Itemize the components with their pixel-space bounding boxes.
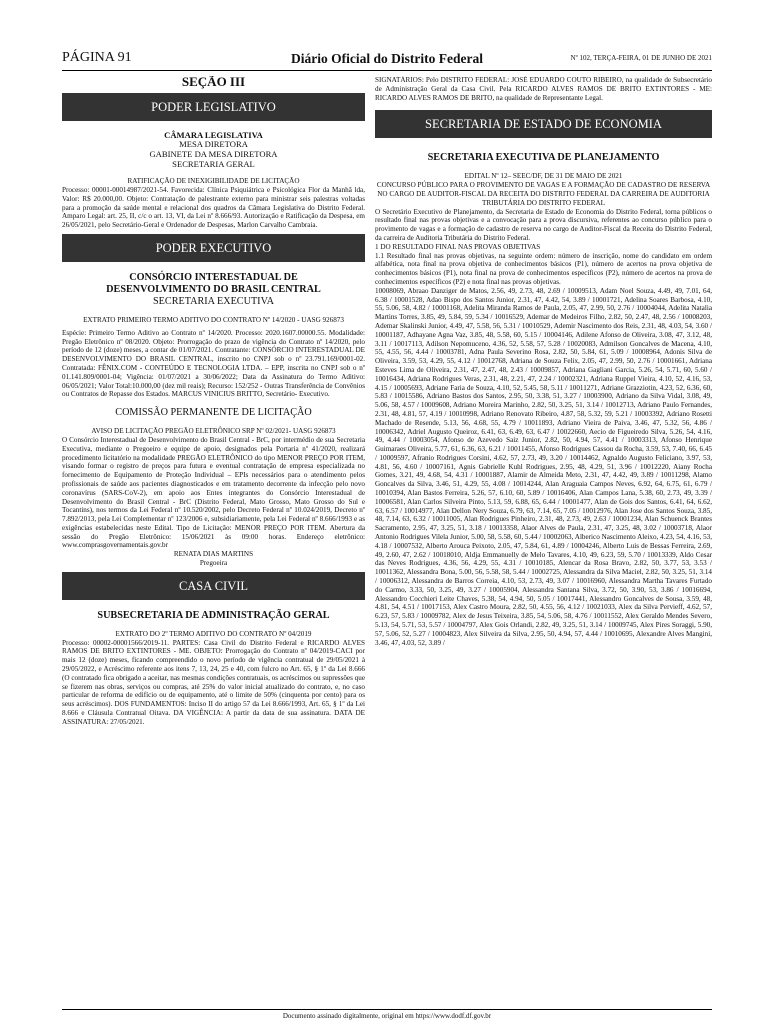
results-list: 10008069, Abraao Danziger de Matos, 2.56, 49, 2.73, 48, 2.69 / 10009513, Adam Noel Souza, 4.49, 49, 7.01, 64, 6.38 / 10001528, Adao Bispo dos Santos Junior, 2.31, 47, 4.42, 54, 3.89 / 10001721, Adelina Soares Barbosa, 4.10, 55, 5.06, 58, 4.82 / 10001168, Adelita Miranda Ramos de Paula, 2.05, 47, 2.99, 50, 2.76 / 10004044, Adelita Natalia Martins Torres, 3.85, 49, 5.84, 59, 5.34 / 10016529, Ademar de Medeiros Filho, 2.82, 50, 2.47, 48, 2.56 / 10008203, Ademar Skalinski Junior, 4.49, 47, 5.58, 56, 5.31 / 10010529, Ademir Nascimento dos Reis, 2.31, 48, 4.03, 54, 3.60 / 10001187, Adhayane Agna Vaz, 3.85, 48, 5.58, 60, 5.15 / 10004146, Adilene Afonso de Oliveira, 3.08, 47, 3.12, 48, 3.11 / 10017113, Adilson Nepomuceno, 4.36, 52, 5.58, 57, 5.28 / 10020083, Admilson Goncalves de Macena, 4.10, 55, 4.55, 56, 4.44 / 10003781, Adna Paula Severino Rosa, 2.82, 50, 5.84, 61, 5.09 / 10008964, Adonis Silva de Oliveira, 3.59, 53, 4.29, 55, 4.12 / 10012768, Adriana de Souza Felix, 2.05, 47, 2.99, 50, 2.76 / 10001661, Adriana Esteves Lima de Oliveira, 2.31, 47, 2.47, 48, 2.43 / 10009857, Adriana Gagliani Garcia, 5.26, 54, 5.71, 60, 5.60 / 10016434, Adriana Rodrigues Veras, 2.31, 48, 2.21, 47, 2.24 / 10002321, Adriana Ruppel Vieira, 4.10, 52, 4.16, 53, 4.15 / 10005693, Adriane Faria de Souza, 4.10, 52, 5.45, 58, 5.11 / 10011271, Adriane Grazziotin, 4.23, 52, 6.36, 60, 5.83 / 10015586, Adriano Bastos dos Santos, 2.95, 50, 3.38, 51, 3.27 / 10003900, Adriano da Silva Vidal, 3.08, 49, 5.06, 58, 4.57 / 10009608, Adriano Moreira Marinho, 2.82, 50, 3.25, 51, 3.14 / 10012713, Adriano Paulo Fernandes, 2.31, 48, 4.81, 57, 4.19 / 10010998, Adriano Renovato Ribeiro, 4.87, 58, 5.32, 59, 5.21 / 10003392, Adriano Rosetti Machado de Resende, 5.13, 56, 4.68, 55, 4.79 / 10011893, Adriano Vieira de Paiva, 3.46, 47, 5.32, 56, 4.86 / 10006342, Adriel Augusto Queiroz, 6.41, 63, 6.49, 63, 6.47 / 10022660, Aecio de Figueiredo Silva, 5.26, 54, 4.16, 49, 4.44 / 10003054, Afonso de Azevedo Saiz Junior, 2.82, 50, 4.94, 57, 4.41 / 10003313, Afonso Henrique Guimaraes Oliveira, 5.77, 61, 6.36, 63, 6.21 / 10011455, Afonso Rodrigues Cassou da Rocha, 3.59, 53, 7.40, 66, 6.45 / 10009597, Afranio Rodrigues Corsini, 4.62, 57, 2.73, 49, 3.20 / 10014462, Agnaldo Augusto Feliciano, 3.97, 53, 4.81, 56, 4.60 / 10007161, Agnis Gabrielle Kuhl Rodrigues, 2.95, 48, 4.29, 51, 3.96 / 10012220, Aiany Rocha Gomes, 3.21, 49, 4.68, 54, 4.31 / 10001887, Alamir de Almeida Meto, 2.31, 47, 4.42, 49, 3.89 / 10011298, Alamo Goncalves da Silva, 3.46, 51, 4.29, 55, 4.08 / 10014244, Alan Araguaia Campos Neves, 6.92, 64, 6.75, 61, 6.79 / 10010394, Alan Bastos Ferreira, 5.26, 57, 6.10, 60, 5.89 / 10016406, Alan Campos Lana, 5.38, 60, 2.73, 49, 3.39 / 10006581, Alan Carlos Silveira Pinto, 5.13, 59, 6.88, 65, 6.44 / 10001477, Alan de Gois dos Santos, 6.41, 64, 6.62, 63, 6.57 / 10014977, Alan Dellon Nery Souza, 6.79, 63, 7.14, 65, 7.05 / 10012976, Alan Jose dos Santos Souza, 3.85, 48, 7.14, 63, 6.32 / 10011005, Alan Rodrigues Pinheiro, 2.31, 48, 2.73, 49, 2.63 / 10001234, Alan Schuenck Brantes Sacramento, 2.95, 47, 3.25, 51, 3.18 / 10013358, Alaor Alves de Paula, 2.31, 47, 3.25, 48, 3.02 / 10003718, Alaor Antonio Rodrigues Vilela Junior, 5.00, 58, 5.58, 60, 5.44 / 10002063, Alberico Nascimento Aleixo, 4.23, 54, 4.16, 53, 4.18 / 10007532, Alberto Arouca Peixoto, 2.05, 47, 5.84, 61, 4.89 / 10004246, Alberto Luis de Bessas Ferreira, 2.69, 49, 2.60, 47, 2.62 / 10018010, Aldja Emmanuelly de Melo Tavares, 4.10, 49, 6.23, 59, 5.70 / 10013339, Aldo Cesar das Neves Rodrigues, 4.36, 56, 4.29, 55, 4.31 / 10010185, Alencar da Rosa Bravo, 2.82, 50, 3.77, 53, 3.53 / 10011362, Alessandra Bona, 5.00, 56, 5.58, 58, 5.44 / 10002725, Alessandra da Silva Maciel, 2.82, 50, 3.25, 51, 3.14 / 10006312, Alessandra de Barros Correia, 4.10, 53, 2.73, 49, 3.07 / 10016960, Alessandra Martha Tavares Furtado do Carmo, 3.33, 50, 3.25, 49, 3.27 / 10005904, Alessandra Santana Silva, 3.72, 50, 3.90, 53, 3.86 / 10016694, Alessandro Cocchieri Leite Chaves, 5.38, 54, 4.94, 50, 5.05 / 10017441, Alessandro Goncalves de Sousa, 3.59, 48, 4.81, 54, 4.51 / 10017153, Alex Castro Moura, 2.82, 50, 4.55, 56, 4.12 / 10021033, Alex da Silva Pervieff, 4.62, 57, 6.23, 57, 5.83 / 10009782, Alex de Jesus Teixeira, 3.85, 54, 5.06, 58, 4.76 / 10011552, Alex Geraldo Mendes Severo, 5.13, 54, 5.71, 53, 5.57 / 10004797, Alex Gois Orlandi, 2.82, 49, 3.25, 51, 3.14 / 10009745, Alex Pires Soraggi, 5.90, 57, 5.06, 52, 5.27 / 10004823, Alex Silveira da Silva, 2.95, 50, 4.94, 57, 4.44 / 10010695, Alexandre Alves Mangini, 3.46, 47, 4.03, 52, 3.89 /: [375, 286, 712, 647]
page-number: PÁGINA 91: [62, 50, 132, 65]
signature-name: RENATA DIAS MARTINS: [173, 550, 254, 559]
act-text: Processo: 00002-00001566/2019-11. PARTES: Casa Civil do Distrito Federal e RICARDO ALVES RAMOS DE BRITO EXTINTORES - ME. OBJETO: Prorrogação do Contrato nº 04/2019-CACI por mais 12 (doze) meses, ficando compreendido o novo período de vigência contratual de 29/05/2021 à 29/05/2022, e Acréscimo referente aos itens 7, 13, 24, 25 e 40, com fulcro no Art. 65, § 1º da Lei 8.666 (O contratado fica obrigado a aceitar, nas mesmas condições contratuais, os acréscimos ou supressões que se fizerem nas obras, serviços ou compras, até 25% do valor inicial atualizado do contrato, e, no caso particular de reforma de edifício ou de equipamento, até o limite de 50% (cinquenta por cento) para os seus acréscimos). DOS FUNDAMENTOS: Inciso II do artigo 57 da Lei 8.666/1993, Art. 65, § 1º da Lei 8.666 e Cláusula Contratual Oitava. DA VIGÊNCIA: A partir da data de sua assinatura. DATA DE ASSINATURA: 27/05/2021.: [62, 638, 365, 726]
edict-subject: CONCURSO PÚBLICO PARA O PROVIMENTO DE VAGAS E A FORMAÇÃO DE CADASTRO DE RESERVA NO CARGO DE AUDITOR-FISCAL DA RECEITA DO DISTRITO FEDERAL DA CARREIRA DE AUDITORIA TRIBUTÁRIA DO DISTRITO FEDERAL: [376, 181, 711, 207]
gazette-title: Diário Oficial do Distrito Federal: [291, 51, 483, 66]
org-title: CÂMARA LEGISLATIVA: [164, 129, 263, 140]
act-heading: AVISO DE LICITAÇÃO PREGÃO ELETRÔNICO SRP Nº 02/2021- UASG 926873: [91, 427, 336, 436]
issue-info: Nº 102, TERÇA-FEIRA, 01 DE JUNHO DE 2021: [570, 54, 712, 62]
act-text: SIGNATÁRIOS: Pelo DISTRITO FEDERAL: JOSÉ EDUARDO COUTO RIBEIRO, na qualidade de Subsecretário de Administração Geral da Casa Civil. Pela RICARDO ALVES RAMOS DE BRITO EXTINTORES - ME: RICARDO ALVES RAMOS DE BRITO, na qualidade de Representante Legal.: [375, 76, 712, 102]
section-bar-economia: SECRETARIA DE ESTADO DE ECONOMIA: [375, 110, 712, 138]
left-column: [62, 76, 365, 1006]
act-heading: RATIFICAÇÃO DE INEXIGIBILIDADE DE LICITAÇÃO: [127, 177, 300, 186]
org-subtitle: GABINETE DA MESA DIRETORA: [149, 148, 278, 159]
org-title: SUBSECRETARIA DE ADMINISTRAÇÃO GERAL: [97, 609, 330, 621]
edict-section-title: 1 DO RESULTADO FINAL NAS PROVAS OBJETIVAS: [375, 242, 541, 251]
act-heading: EXTRATO PRIMEIRO TERMO ADITIVO DO CONTRATO Nº 14/2020 - UASG 926873: [83, 315, 344, 324]
act-text: Processo: 00001-00014987/2021-54. Favorecida: Clínica Psiquiátrica e Psicológica Flor da Manhã lda, Valor: R$ 20.000,00. Objeto: Contratação de palestrante externo para ministrar seis palestras voltadas para a promoção da saúde mental e relacional dos quadros da Câmara Legislativa do Distrito Federal. Amparo Legal: art. 25, II, c/c o art. 13, VI, da Lei nº 8.666/93. Autorização e Ratificação da Despesa, em 26/05/2021, pelo Secretário-Geral e Ordenador de Despesas, Marlon Carvalho Cambraia.: [62, 185, 365, 230]
act-text: Espécie: Primeiro Termo Aditivo ao Contrato nº 14/2020. Processo: 2020.1607.00000.55. Modalidade: Pregão Eletrônico nº 08/2020. Objeto: Prorrogação do prazo de vigência do Contrato nº 14/2020, pelo período de 12 (doze) meses, a contar de 01/07/2021. Contratante: CONSÓRCIO INTERESTADUAL DE DESENVOLVIMENTO DO BRASIL CENTRAL, inscrito no CNPJ sob o nº 23.791.169/0001-02. Contratada: FÊNIX.COM - CONTEÚDO E TECNOLOGIA LTDA. – EPP, inscrita no CNPJ sob o nº 01.141.809/0001-04; Vigência: 01/07/2021 a 30/06/2022; Data da Assinatura do Termo Aditivo: 06/05/2021; Valor Total:10.000,00 (dez mil reais); Recurso: 152/252 - Outras Transferência de Convênios ou Contratos de Repasse dos Estados. MARCUS VINICIUS BRITTO, Secretário- Executivo.: [62, 328, 365, 399]
edict-number: EDITAL Nº 12– SEEC/DF, DE 31 DE MAIO DE 2021: [464, 172, 623, 181]
edict-section-text: 1.1 Resultado final nas provas objetivas, na seguinte ordem: número de inscrição, nome do candidato em ordem alfabética, nota final na prova objetiva de conhecimentos básicos (P1), número de acertos na prova objetiva de conhecimentos básicos (P1), nota final na prova de conhecimentos específicos (P2), número de acertos na prova de conhecimentos específicos (P2) e nota final nas provas objetivas.: [375, 251, 712, 286]
edict-intro: O Secretário Executivo de Planejamento, da Secretaria de Estado de Economia do Distrito Federal, torna públicos o resultado final nas provas objetivas e a convocação para a prova discursiva, referentes ao concurso público para o provimento de vagas e a formação de cadastro de reserva no cargo de Auditor-Fiscal da Receita do Distrito Federal, da carreira de Auditoria Tributária do Distrito Federal.: [375, 207, 712, 242]
org-subtitle: SECRETARIA GERAL: [172, 158, 255, 169]
act-heading: EXTRATO DO 2º TERMO ADITIVO DO CONTRATO Nº 04/2019: [115, 629, 312, 638]
section-bar-casa-civil: CASA CIVIL: [62, 572, 365, 600]
page-header: [62, 50, 712, 71]
org-title: CONSÓRCIO INTERESTADUAL DE: [129, 271, 298, 283]
org-title: SECRETARIA EXECUTIVA DE PLANEJAMENTO: [427, 152, 660, 164]
act-text: O Consórcio Interestadual de Desenvolvimento do Brasil Central - BrC, por intermédio de sua Secretaria Executiva, mediante o Pregoeiro e equipe de apoio, designados pela Portaria nº 41/2020, realizará procedimento licitatório na modalidade PREGÃO ELETRÔNICO do tipo MENOR PREÇO POR ITEM, visando formar o registro de preços para futura e eventual contratação de empresa especializada no fornecimento de Equipamento de Proteção Individual – EPIs necessários para o atendimento pelos profissionais de saúde aos pacientes diagnosticados e em tratamento decorrente da infecção pelo novo coronavírus (SARS-CoV-2), em apoio aos Entes integrantes do Consórcio Interestadual de Desenvolvimento do Brasil Central - BrC (Distrito Federal, Mato Grosso, Mato Grosso do Sul e Tocantins), nos termos da Lei Federal nº 10.520/2002, pelo Decreto Federal nº 10.024/2019, Decreto nº 7.892/2013, pela Lei Complementar nº 123/2006 e, subsidiariamente, pela Lei Federal nº 8.666/1993 e as exigências estabelecidas neste Edital. Tipo de Licitação: MENOR PREÇO POR ITEM. Abertura da sessão do Pregão Eletrônico: 15/06/2021 às 09:00 horas. Endereço eletrônico: www.comprasgovernamentais.gov.br: [62, 435, 365, 550]
footer-note: Documento assinado digitalmente, original em https://www.dodf.df.gov.br: [62, 1009, 712, 1020]
org-subtitle: SECRETARIA EXECUTIVA: [153, 295, 274, 307]
section-title: SEÇÃO III: [181, 76, 246, 89]
right-column: [375, 76, 712, 1006]
org-title: DESENVOLVIMENTO DO BRASIL CENTRAL: [106, 283, 321, 295]
org-subtitle: MESA DIRETORA: [179, 139, 248, 150]
section-bar-legislativo: PODER LEGISLATIVO: [62, 93, 365, 121]
org-subtitle: COMISSÃO PERMANENTE DE LICITAÇÃO: [115, 407, 312, 419]
section-bar-executivo: PODER EXECUTIVO: [62, 234, 365, 262]
signature-role: Pregoeira: [199, 559, 228, 568]
